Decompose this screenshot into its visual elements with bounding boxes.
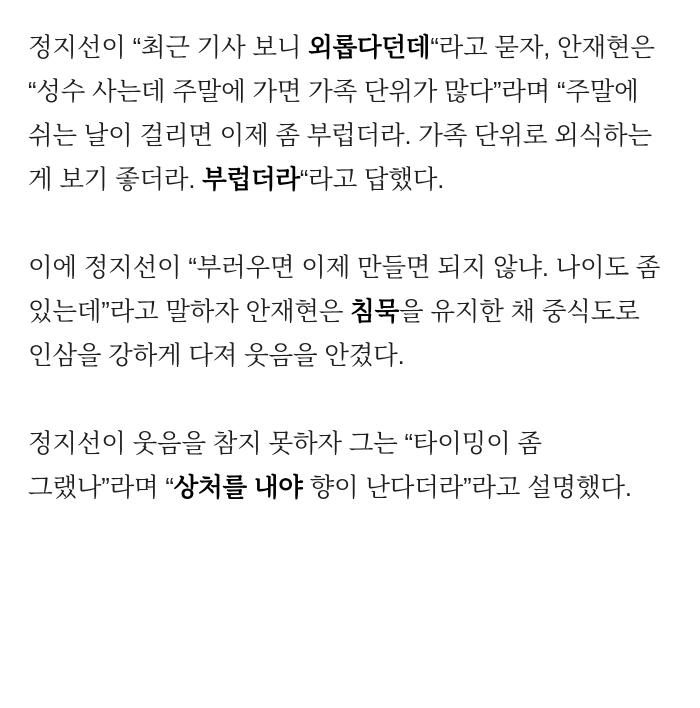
paragraph-2	[28, 246, 672, 378]
body-text: 정지선이 웃음을 참지 못하자 그는 “타이밍이 좀 그랬나”라며 “	[28, 430, 549, 502]
emphasis-text: 부럽더라	[202, 166, 300, 194]
body-text: 정지선이 “최근 기사 보니	[28, 34, 309, 62]
body-text: 향이 난다더라”라고 설명했다.	[302, 474, 632, 502]
emphasis-text: 침묵	[350, 298, 400, 326]
paragraph-1	[28, 26, 672, 202]
emphasis-text: 외롭다던데	[308, 34, 431, 62]
article-body	[28, 26, 672, 510]
emphasis-text: 상처를 내야	[173, 474, 303, 502]
body-text: 을 유지한 채 중식도로 인삼을 강하게 다져 웃음을 안겼다.	[28, 298, 647, 370]
body-text: “라고 답했다.	[299, 166, 445, 194]
paragraph-3	[28, 422, 672, 510]
body-text: 이에 정지선이 “부러우면 이제 만들면 되지 않냐. 나이도 좀 있는데”라고 말하자 안재현은	[28, 254, 668, 326]
body-text: “라고 묻자, 안재현은 “성수 사는데 주말에 가면 가족 단위가 많다”라며 “주말에 쉬는 날이 걸리면 이제 좀 부럽더라. 가족 단위로 외식하는 게 보기 좋더라.	[28, 34, 662, 194]
